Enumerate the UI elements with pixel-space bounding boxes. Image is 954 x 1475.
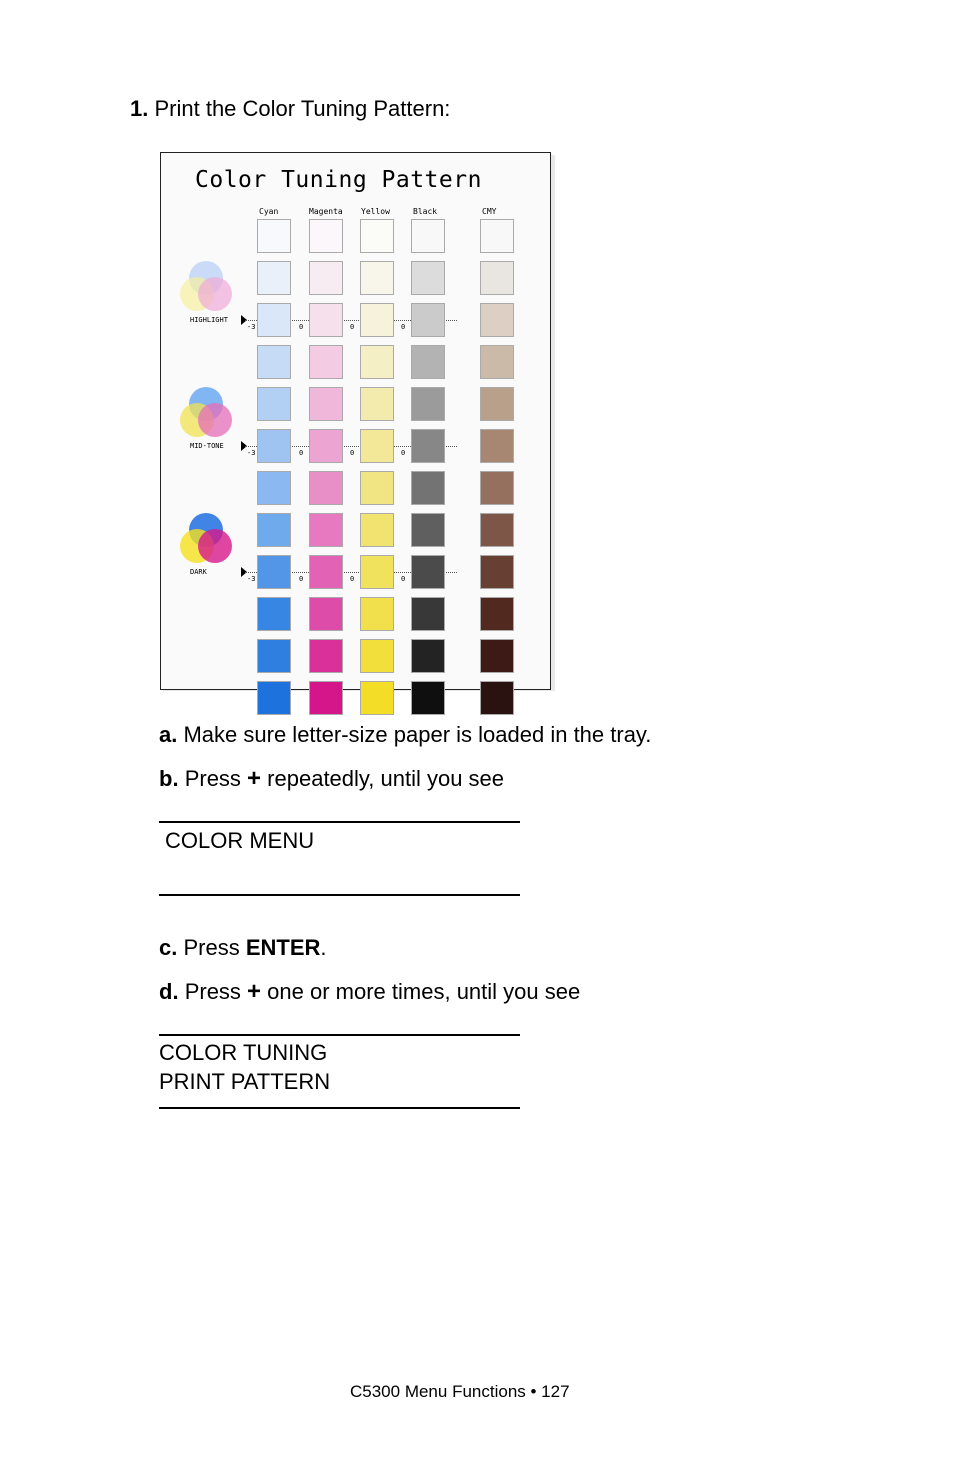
swatch-yellow [360, 261, 394, 295]
swatch-yellow [360, 597, 394, 631]
substep-letter: b. [159, 766, 179, 791]
tick-label: 0 [401, 323, 406, 331]
swatch-cmy [480, 681, 514, 715]
tick-label: 0 [401, 449, 406, 457]
swatch-black [411, 555, 445, 589]
swatch-magenta [309, 681, 343, 715]
swatch-black [411, 303, 445, 337]
substep-text-after: repeatedly, until you see [261, 766, 505, 791]
swatch-cmy [480, 345, 514, 379]
swatch-black [411, 513, 445, 547]
tick-label: 0 [299, 323, 304, 331]
tick-label: 0 [350, 323, 355, 331]
swatch-cyan [257, 513, 291, 547]
swatch-yellow [360, 303, 394, 337]
tick-label: -3 [247, 449, 256, 457]
swatch-magenta [309, 555, 343, 589]
swatch-yellow [360, 471, 394, 505]
swatch-cmy [480, 639, 514, 673]
figure-title: Color Tuning Pattern [195, 167, 482, 193]
swatch-black [411, 429, 445, 463]
substep-text-after: one or more times, until you see [261, 979, 581, 1004]
tick-label: 0 [350, 449, 355, 457]
column-header-yellow: Yellow [361, 207, 390, 216]
swatch-magenta [309, 639, 343, 673]
swatch-black [411, 681, 445, 715]
swatch-magenta [309, 387, 343, 421]
swatch-cyan [257, 261, 291, 295]
swatch-magenta [309, 429, 343, 463]
swatch-magenta [309, 597, 343, 631]
display-line-1: COLOR MENU [165, 828, 315, 853]
swatch-cyan [257, 597, 291, 631]
swatch-cyan [257, 345, 291, 379]
swatch-black [411, 387, 445, 421]
swatch-black [411, 597, 445, 631]
swatch-cmy [480, 513, 514, 547]
display-top-rule [159, 1034, 520, 1036]
substep-a [159, 722, 651, 748]
swatch-cmy [480, 429, 514, 463]
swatch-cyan [257, 303, 291, 337]
swatch-yellow [360, 387, 394, 421]
tick-label: 0 [350, 575, 355, 583]
step-number: 1. [130, 96, 149, 121]
swatch-magenta [309, 513, 343, 547]
swatch-magenta [309, 261, 343, 295]
plus-key: + [247, 765, 262, 792]
swatch-yellow [360, 513, 394, 547]
swatch-yellow [360, 681, 394, 715]
display-bottom-rule [159, 894, 520, 896]
swatch-cmy [480, 471, 514, 505]
row-label-midtone: MID-TONE [190, 442, 224, 450]
swatch-black [411, 219, 445, 253]
swatch-magenta [309, 303, 343, 337]
tick-label: -3 [247, 575, 256, 583]
substep-b [159, 765, 504, 793]
swatch-cmy [480, 555, 514, 589]
substep-text-after: . [320, 935, 327, 960]
substep-letter: d. [159, 979, 179, 1004]
row-label-dark: DARK [190, 568, 207, 576]
column-header-cyan: Cyan [259, 207, 279, 216]
substep-text-before: Press [184, 979, 248, 1004]
display-line-1: COLOR TUNING [159, 1040, 328, 1065]
swatch-cyan [257, 219, 291, 253]
column-header-black: Black [413, 207, 438, 216]
swatch-cmy [480, 597, 514, 631]
column-header-cmy: CMY [482, 207, 497, 216]
swatch-magenta [309, 471, 343, 505]
swatch-cyan [257, 387, 291, 421]
display-bottom-rule [159, 1107, 520, 1109]
swatch-cmy [480, 387, 514, 421]
swatch-black [411, 639, 445, 673]
swatch-cmy [480, 261, 514, 295]
swatch-cyan [257, 555, 291, 589]
swatch-yellow [360, 639, 394, 673]
swatch-yellow [360, 429, 394, 463]
swatch-cmy [480, 303, 514, 337]
color-tuning-pattern-figure [160, 152, 551, 690]
substep-text-before: Press [183, 935, 246, 960]
swatch-cmy [480, 219, 514, 253]
substep-c [159, 935, 327, 961]
swatch-cyan [257, 429, 291, 463]
swatch-black [411, 345, 445, 379]
plus-key: + [247, 978, 262, 1005]
page-footer: C5300 Menu Functions • 127 [350, 1382, 570, 1401]
tick-label: 0 [401, 575, 406, 583]
swatch-cyan [257, 471, 291, 505]
swatch-magenta [309, 219, 343, 253]
enter-key: ENTER [245, 935, 321, 960]
column-header-magenta: Magenta [309, 207, 343, 216]
substep-letter: c. [159, 935, 178, 960]
tick-label: 0 [299, 575, 304, 583]
row-label-highlight: HIGHLIGHT [190, 316, 228, 324]
swatch-yellow [360, 345, 394, 379]
tick-label: -3 [247, 323, 256, 331]
step-1 [130, 96, 450, 122]
swatch-yellow [360, 219, 394, 253]
swatch-black [411, 261, 445, 295]
swatch-yellow [360, 555, 394, 589]
substep-text: Make sure letter-size paper is loaded in the tray. [183, 722, 652, 747]
swatch-cyan [257, 681, 291, 715]
swatch-black [411, 471, 445, 505]
swatch-magenta [309, 345, 343, 379]
display-line-2: PRINT PATTERN [159, 1069, 331, 1094]
tick-label: 0 [299, 449, 304, 457]
substep-text-before: Press [184, 766, 248, 791]
substep-letter: a. [159, 722, 178, 747]
swatch-cyan [257, 639, 291, 673]
display-top-rule [159, 821, 520, 823]
step-text: Print the Color Tuning Pattern: [154, 96, 451, 121]
substep-d [159, 978, 580, 1006]
